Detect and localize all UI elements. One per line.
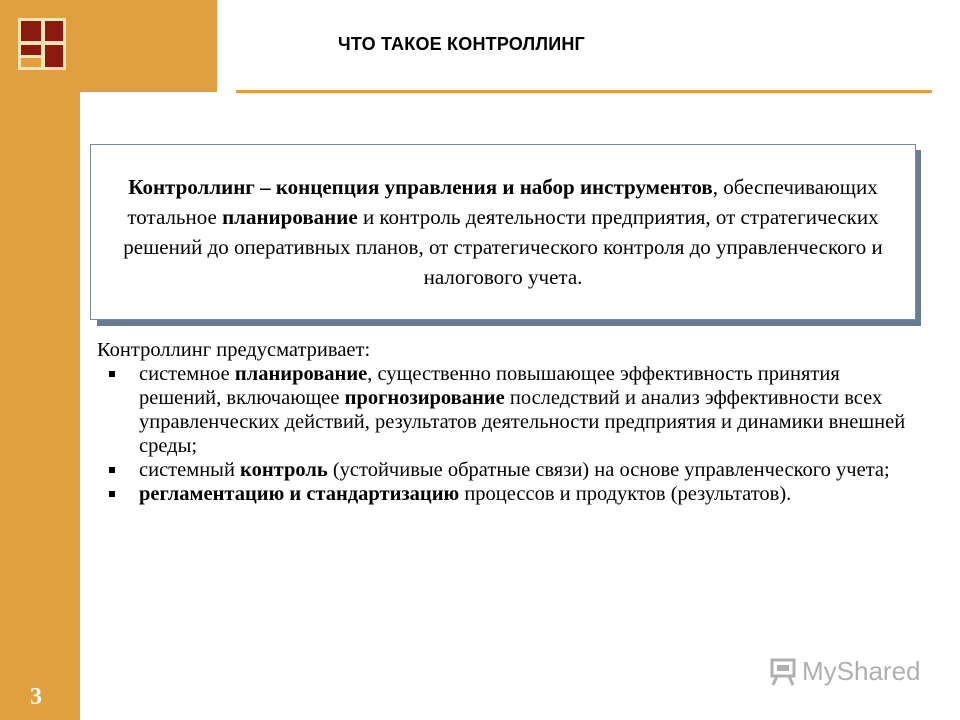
watermark xyxy=(768,656,921,687)
list-item xyxy=(97,482,907,506)
item-text: процессов и продуктов (результатов). xyxy=(459,483,792,505)
body-text xyxy=(97,338,907,506)
header-band xyxy=(80,0,217,92)
watermark-text: MyShared xyxy=(802,656,921,686)
item-bold: планирование xyxy=(234,363,368,385)
bullet-icon xyxy=(109,371,115,377)
bullet-list xyxy=(97,362,907,506)
item-text: системное xyxy=(139,363,235,385)
bullet-icon xyxy=(109,491,115,497)
definition-part2: и контроль деятельности предприятия, от стратегических решений до оперативных планов, от стратегического контроля до управленческого и налогового учета. xyxy=(123,205,883,289)
definition-part1: , обеспечивающих тотальное xyxy=(127,175,878,229)
item-bold: прогнозирование xyxy=(344,387,505,409)
item-text: системный xyxy=(139,459,241,481)
list-item xyxy=(97,362,907,458)
item-text: (устойчивые обратные связи) на основе управленческого учета; xyxy=(327,459,890,481)
title-divider xyxy=(236,90,932,93)
definition-bold-term: планирование xyxy=(222,205,358,229)
list-item xyxy=(97,458,907,482)
item-text: последствий и анализ эффективности всех управленческих действий, результатов деятельности предприятия и динамики внешней среды; xyxy=(139,387,906,457)
left-sidebar xyxy=(0,0,80,720)
definition-text xyxy=(111,172,895,292)
definition-lead: Контроллинг – концепция управления и набор инструментов xyxy=(128,175,713,199)
presentation-board-icon xyxy=(768,658,798,686)
item-bold: регламентацию и стандартизацию xyxy=(139,483,460,505)
bullet-icon xyxy=(109,467,115,473)
body-intro: Контроллинг предусматривает: xyxy=(97,339,371,361)
page-number: 3 xyxy=(30,684,42,710)
item-bold: контроль xyxy=(240,459,328,481)
slide-title: ЧТО ТАКОЕ КОНТРОЛЛИНГ xyxy=(338,34,585,54)
logo-icon xyxy=(18,18,66,70)
definition-box xyxy=(90,144,916,320)
item-text: , существенно повышающее эффективность принятия решений, включающее xyxy=(139,363,840,409)
